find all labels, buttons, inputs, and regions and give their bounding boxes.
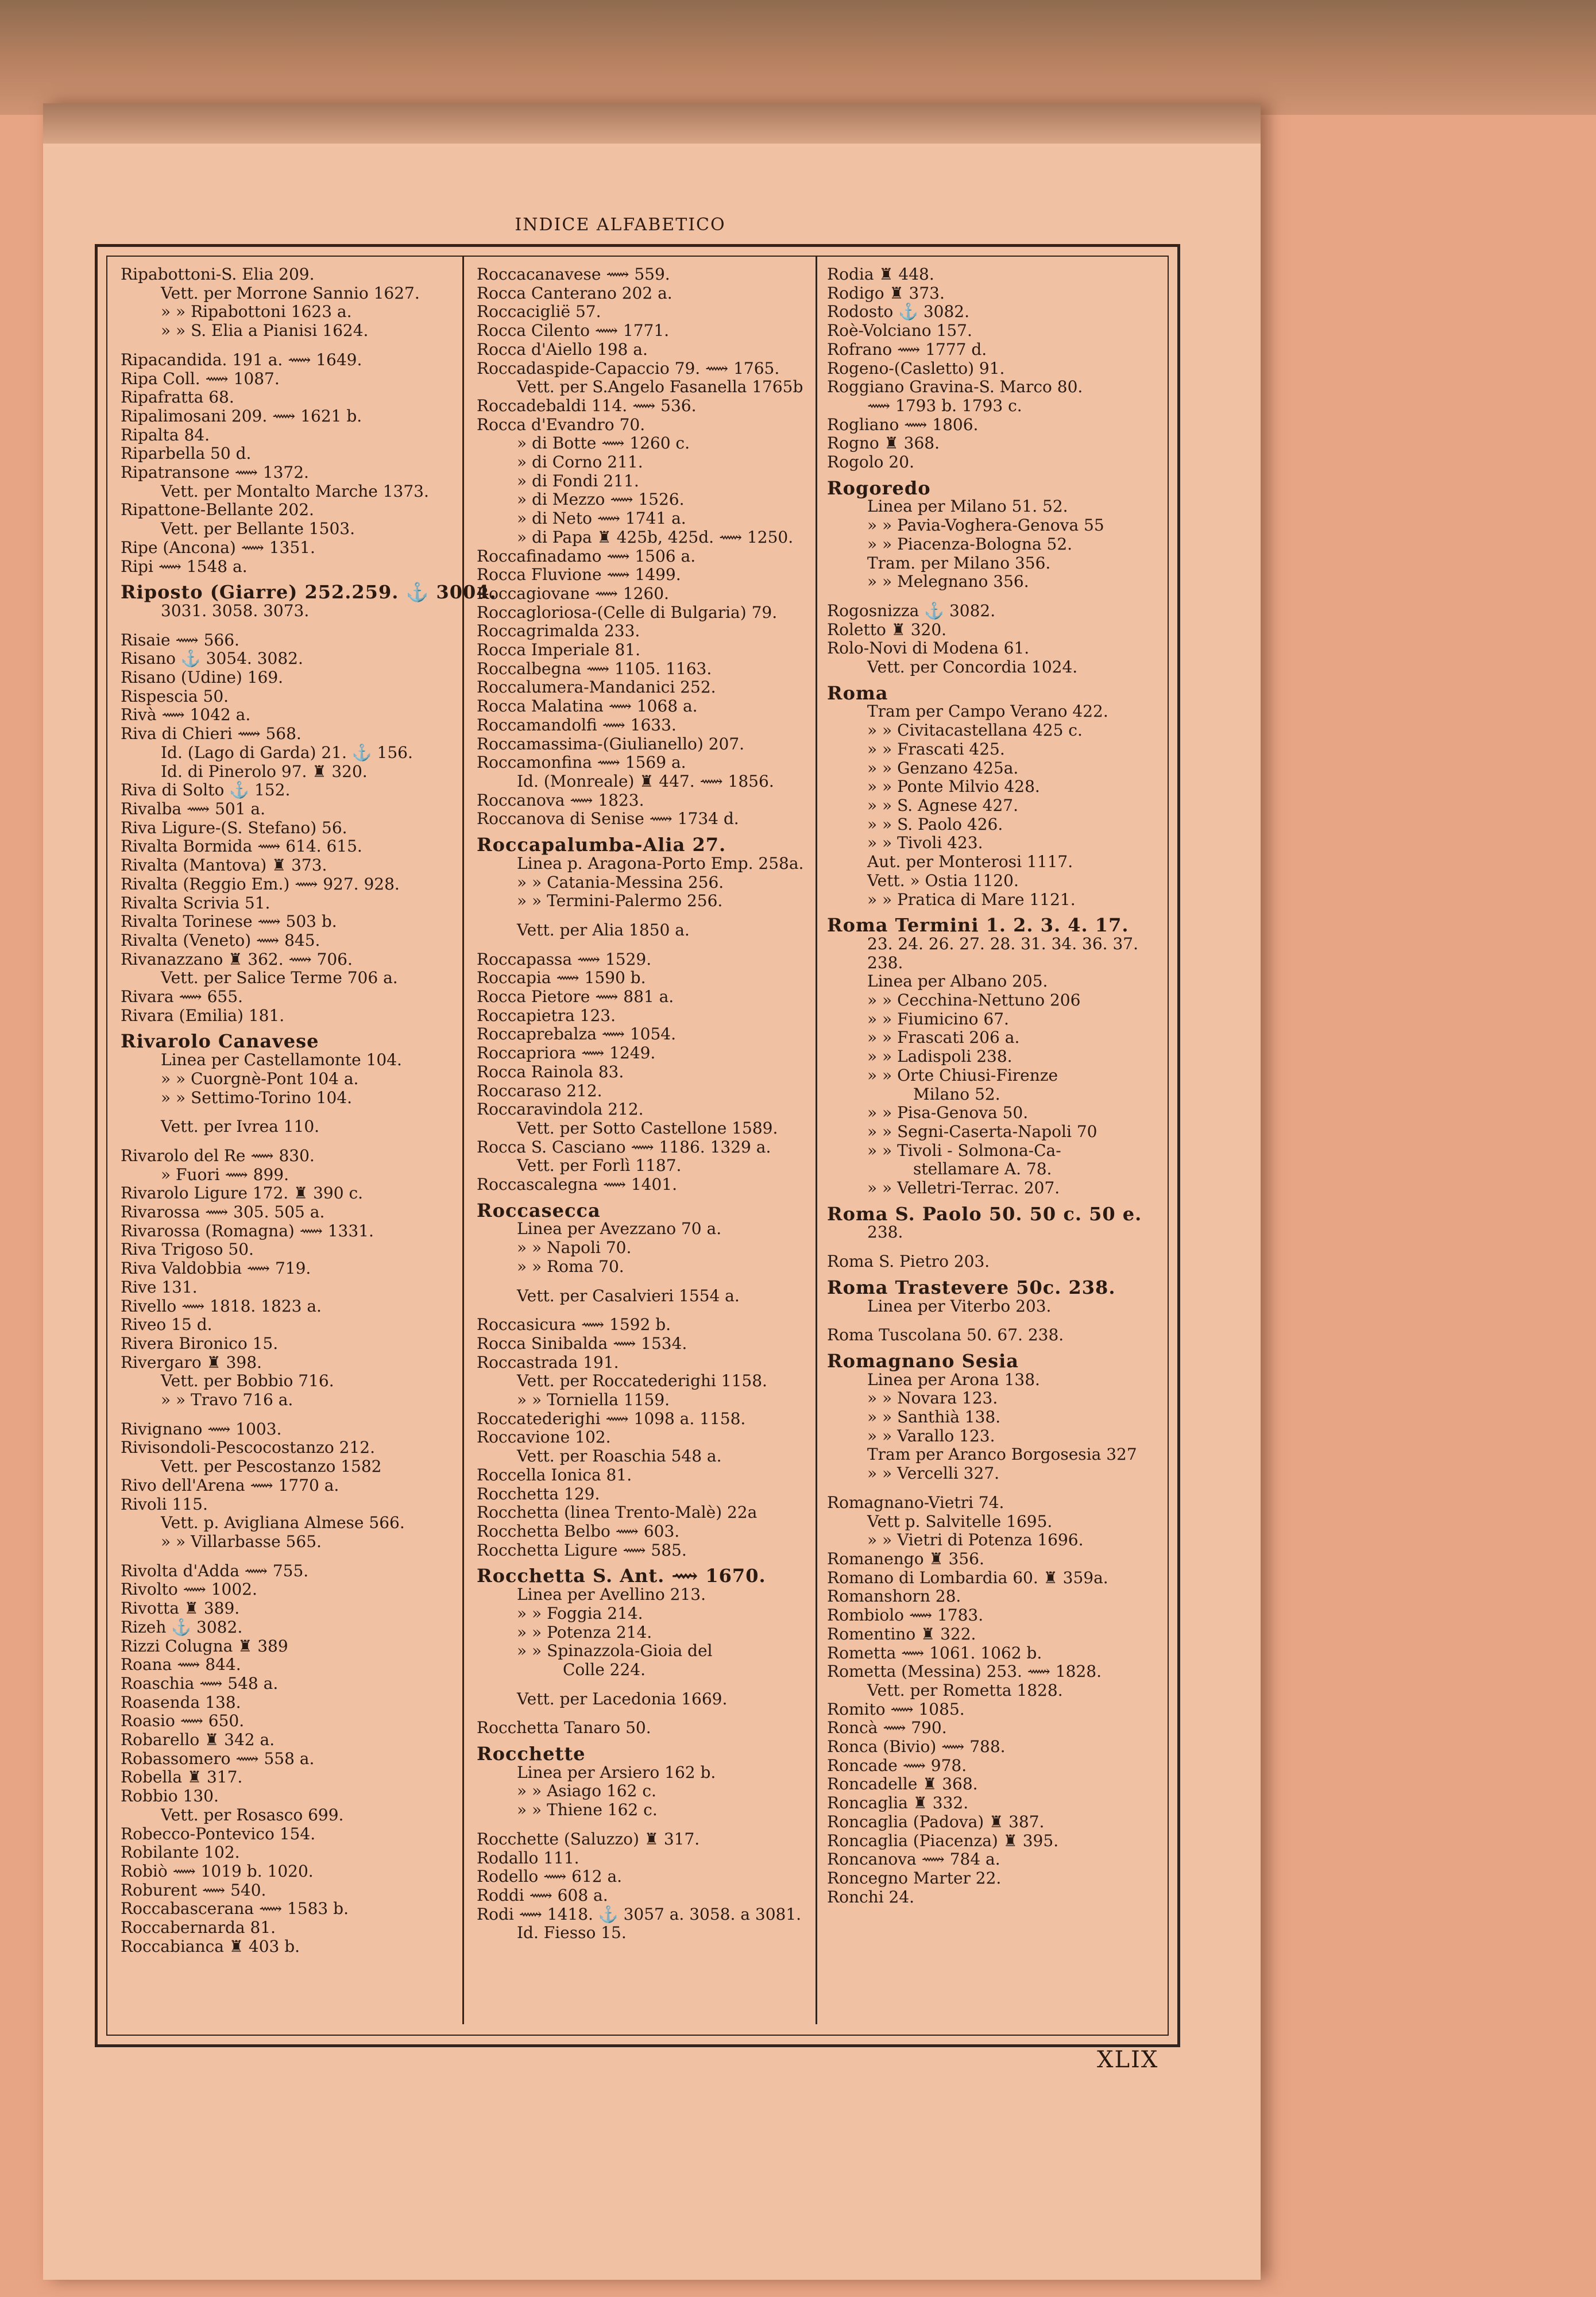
index-entry: Vett. per Morrone Sannio 1627. <box>161 283 420 303</box>
index-entry: Riva Ligure-(S. Stefano) 56. <box>121 818 347 837</box>
index-entry: Colle 224. <box>563 1660 646 1679</box>
index-entry: Roccatederighi ⟿ 1098 a. 1158. <box>477 1409 746 1428</box>
index-entry: Rodigo ♜ 373. <box>827 283 945 303</box>
index-entry: Rivalba ⟿ 501 a. <box>121 799 265 818</box>
index-entry: Riva Valdobbia ⟿ 719. <box>121 1259 311 1278</box>
index-entry: Rocca Malatina ⟿ 1068 a. <box>477 697 698 716</box>
index-entry: Ripe (Ancona) ⟿ 1351. <box>121 537 315 557</box>
index-entry: Rispescia 50. <box>121 686 229 706</box>
index-entry: » » Cecchina-Nettuno 206 <box>867 991 1081 1010</box>
index-entry: Rocca Fluvione ⟿ 1499. <box>477 565 681 585</box>
index-heading: Riposto (Giarre) 252.259. ⚓ 3004. <box>121 581 497 604</box>
index-entry: Rocchette (Saluzzo) ♜ 317. <box>477 1829 700 1849</box>
index-entry: » » Torniella 1159. <box>517 1390 670 1410</box>
index-entry: Aut. per Monterosi 1117. <box>867 852 1073 872</box>
index-entry: Ripabottoni-S. Elia 209. <box>121 265 315 284</box>
index-entry: Riva Trigoso 50. <box>121 1240 254 1259</box>
index-entry: Roccaciglië 57. <box>477 302 601 322</box>
index-entry: » » Termini-Palermo 256. <box>517 891 723 911</box>
index-entry: Rocca d'Aiello 198 a. <box>477 339 648 359</box>
index-entry: » » Segni-Caserta-Napoli 70 <box>867 1122 1098 1141</box>
index-entry: Vett. per Bobbio 716. <box>161 1371 334 1391</box>
index-entry: Robiò ⟿ 1019 b. 1020. <box>121 1861 314 1881</box>
index-entry: Rocchetta Ligure ⟿ 585. <box>477 1540 687 1560</box>
index-entry: Roletto ♜ 320. <box>827 620 947 639</box>
index-heading: Rocchetta S. Ant. ⟿ 1670. <box>477 1565 766 1587</box>
index-entry: Roana ⟿ 844. <box>121 1655 241 1675</box>
index-entry: Riveo 15 d. <box>121 1315 212 1335</box>
index-entry: Roburent ⟿ 540. <box>121 1880 266 1900</box>
index-entry: Vett. per Sotto Castellone 1589. <box>517 1118 778 1138</box>
index-entry: Rive 131. <box>121 1277 198 1297</box>
index-entry: Rocca S. Casciano ⟿ 1186. 1329 a. <box>477 1137 771 1157</box>
index-entry: Vett. per Pescostanzo 1582 <box>161 1457 382 1476</box>
index-entry: Roncadelle ♜ 368. <box>827 1774 978 1794</box>
index-entry: Rocchetta Belbo ⟿ 603. <box>477 1522 680 1541</box>
index-entry: » » S. Paolo 426. <box>867 814 1003 834</box>
index-entry: Rofrano ⟿ 1777 d. <box>827 339 987 359</box>
index-entry: Linea per Castellamonte 104. <box>161 1050 402 1070</box>
index-heading: Romagnano Sesia <box>827 1349 1019 1372</box>
index-entry: Rometta (Messina) 253. ⟿ 1828. <box>827 1662 1102 1681</box>
index-entry: Robella ♜ 317. <box>121 1768 243 1787</box>
index-entry: Rivolto ⟿ 1002. <box>121 1580 257 1599</box>
index-heading: Roma Trastevere 50c. 238. <box>827 1276 1116 1298</box>
index-entry: Roaschia ⟿ 548 a. <box>121 1673 279 1693</box>
index-entry: Ronca (Bivio) ⟿ 788. <box>827 1737 1006 1757</box>
index-entry: Vett. per Montalto Marche 1373. <box>161 481 429 501</box>
index-entry: » » Settimo-Torino 104. <box>161 1088 352 1107</box>
index-entry: » » Pratica di Mare 1121. <box>867 890 1076 909</box>
index-entry: Romagnano-Vietri 74. <box>827 1492 1004 1512</box>
index-entry: Vett. per Bellante 1503. <box>161 519 355 539</box>
index-entry: Roccalumera-Mandanici 252. <box>477 678 716 697</box>
index-entry: Roggiano Gravina-S. Marco 80. <box>827 377 1083 397</box>
index-entry: Romentino ♜ 322. <box>827 1624 976 1644</box>
index-entry: Linea per Avezzano 70 a. <box>517 1219 722 1239</box>
index-entry: Ripalta 84. <box>121 425 210 444</box>
index-heading: Rocchette <box>477 1743 586 1765</box>
index-entry: » » Santhià 138. <box>867 1407 1001 1427</box>
index-entry: Vett. per Roaschia 548 a. <box>517 1447 722 1466</box>
index-entry: Linea per Arsiero 162 b. <box>517 1762 716 1782</box>
index-entry: Rolo-Novi di Modena 61. <box>827 639 1030 658</box>
index-entry: Rivalta (Mantova) ♜ 373. <box>121 856 327 875</box>
index-entry: » di Fondi 211. <box>517 471 639 490</box>
index-heading: Roma <box>827 682 888 704</box>
index-entry: Roccaprebalza ⟿ 1054. <box>477 1024 676 1044</box>
index-entry: Vett. per Lacedonia 1669. <box>517 1689 728 1708</box>
index-entry: » » Asiago 162 c. <box>517 1781 656 1801</box>
index-entry: Rivisondoli-Pescocostanzo 212. <box>121 1438 376 1457</box>
index-entry: Rivalta (Reggio Em.) ⟿ 927. 928. <box>121 874 400 894</box>
running-head: INDICE ALFABETICO <box>515 215 726 235</box>
index-entry: Rocca d'Evandro 70. <box>477 415 646 434</box>
index-entry: Roccaraso 212. <box>477 1081 602 1100</box>
index-entry: Rivalta Scrivia 51. <box>121 893 270 912</box>
index-entry: Rocca Sinibalda ⟿ 1534. <box>477 1333 687 1353</box>
index-entry: Rocca Pietore ⟿ 881 a. <box>477 987 674 1007</box>
index-entry: Robbio 130. <box>121 1786 219 1806</box>
index-entry: 238. <box>867 1223 903 1242</box>
index-entry: Roccafinadamo ⟿ 1506 a. <box>477 546 696 566</box>
index-entry: » » Fiumicino 67. <box>867 1009 1009 1028</box>
index-entry: Roncanova ⟿ 784 a. <box>827 1850 1000 1869</box>
index-entry: Rivo dell'Arena ⟿ 1770 a. <box>121 1475 339 1495</box>
index-entry: » » Tivoli - Solmona-Ca- <box>867 1140 1061 1160</box>
index-entry: Roncaglia ♜ 332. <box>827 1793 969 1813</box>
index-entry: Roccaravindola 212. <box>477 1100 644 1119</box>
index-column-2 <box>477 265 827 1943</box>
index-entry: stellamare A. 78. <box>913 1159 1052 1179</box>
index-entry: » » Orte Chiusi-Firenze <box>867 1065 1058 1085</box>
index-entry: Rivarossa ⟿ 305. 505 a. <box>121 1202 325 1222</box>
index-entry: » » Tivoli 423. <box>867 833 983 853</box>
index-entry: Linea per Milano 51. 52. <box>867 497 1068 516</box>
index-entry: Rogeno-(Casletto) 91. <box>827 358 1005 378</box>
index-entry: Ripi ⟿ 1548 a. <box>121 556 248 576</box>
index-entry: Rocca Rainola 83. <box>477 1062 624 1081</box>
index-entry: Id. (Lago di Garda) 21. ⚓ 156. <box>161 743 413 762</box>
index-entry: Roma S. Pietro 203. <box>827 1252 990 1271</box>
index-entry: » di Botte ⟿ 1260 c. <box>517 434 690 453</box>
index-entry: Ripafratta 68. <box>121 388 234 407</box>
index-entry: Roccapassa ⟿ 1529. <box>477 949 652 969</box>
index-entry: Rivarolo del Re ⟿ 830. <box>121 1146 315 1165</box>
index-entry: Vett. per Rometta 1828. <box>867 1680 1063 1700</box>
index-entry: Rivà ⟿ 1042 a. <box>121 705 251 725</box>
index-entry: Roccalbegna ⟿ 1105. 1163. <box>477 659 712 678</box>
index-entry: Risano (Udine) 169. <box>121 668 284 687</box>
index-entry: » » Roma 70. <box>517 1256 624 1276</box>
index-entry: » » Vietri di Potenza 1696. <box>867 1530 1084 1550</box>
index-entry: Riparbella 50 d. <box>121 444 252 463</box>
index-entry: Ripa Coll. ⟿ 1087. <box>121 369 280 388</box>
index-entry: Roccamandolfi ⟿ 1633. <box>477 715 677 734</box>
index-entry: » » Civitacastellana 425 c. <box>867 721 1083 740</box>
index-entry: Roasenda 138. <box>121 1692 241 1712</box>
index-entry: Roccascalegna ⟿ 1401. <box>477 1175 678 1194</box>
index-entry: Roccabascerana ⟿ 1583 b. <box>121 1899 349 1919</box>
index-entry: Roncà ⟿ 790. <box>827 1718 947 1738</box>
index-entry: Ripatransone ⟿ 1372. <box>121 463 309 482</box>
index-entry: » » Cuorgnè-Pont 104 a. <box>161 1069 359 1088</box>
index-entry: » » Thiene 162 c. <box>517 1800 658 1820</box>
index-entry: Tram. per Milano 356. <box>867 553 1051 573</box>
index-entry: Roccagiovane ⟿ 1260. <box>477 583 669 603</box>
index-entry: Id. di Pinerolo 97. ♜ 320. <box>161 761 368 781</box>
index-entry: Vett. per Roccatederighi 1158. <box>517 1371 767 1391</box>
index-heading: Roma Termini 1. 2. 3. 4. 17. <box>827 914 1129 937</box>
index-entry: » » Varallo 123. <box>867 1426 995 1445</box>
index-entry: Robilante 102. <box>121 1843 240 1862</box>
index-entry: » » Pisa-Genova 50. <box>867 1103 1029 1123</box>
index-entry: Robecco-Pontevico 154. <box>121 1824 316 1843</box>
index-column-1 <box>121 265 497 1956</box>
index-entry: Ripacandida. 191 a. ⟿ 1649. <box>121 350 362 369</box>
index-entry: Riva di Solto ⚓ 152. <box>121 780 291 800</box>
index-entry: Risaie ⟿ 566. <box>121 630 239 649</box>
index-entry: Vett. per Forlì 1187. <box>517 1156 682 1175</box>
index-entry: Risano ⚓ 3054. 3082. <box>121 649 303 668</box>
index-entry: Rivarossa (Romagna) ⟿ 1331. <box>121 1221 374 1240</box>
index-entry: Romanengo ♜ 356. <box>827 1549 984 1568</box>
index-entry: Roncaglia (Padova) ♜ 387. <box>827 1812 1045 1831</box>
index-entry: Rocchetta Tanaro 50. <box>477 1718 651 1738</box>
index-heading: Rivarolo Canavese <box>121 1030 319 1053</box>
index-entry: » » S. Agnese 427. <box>867 795 1018 815</box>
index-entry: » » Ladispoli 238. <box>867 1047 1013 1066</box>
index-entry: Rivotta ♜ 389. <box>121 1599 240 1618</box>
index-entry: Rocca Cilento ⟿ 1771. <box>477 321 670 341</box>
index-entry: Roccapriora ⟿ 1249. <box>477 1043 656 1063</box>
index-entry: Rivoli 115. <box>121 1494 208 1514</box>
index-entry: » » Novara 123. <box>867 1389 998 1408</box>
index-heading: Roccapalumba-Alia 27. <box>477 834 726 856</box>
index-entry: Rivanazzano ♜ 362. ⟿ 706. <box>121 949 353 969</box>
index-entry: » Fuori ⟿ 899. <box>161 1165 289 1184</box>
index-entry: Rivara ⟿ 655. <box>121 987 243 1007</box>
index-entry: Rocchetta (linea Trento-Malè) 22a <box>477 1503 758 1522</box>
index-entry: Roccabianca ♜ 403 b. <box>121 1936 300 1956</box>
index-entry: Linea per Albano 205. <box>867 972 1048 991</box>
index-entry: Roccapietra 123. <box>477 1006 616 1025</box>
index-entry: Roccacanavese ⟿ 559. <box>477 265 670 284</box>
index-entry: » » Travo 716 a. <box>161 1390 293 1410</box>
index-entry: Roccadebaldi 114. ⟿ 536. <box>477 396 697 415</box>
index-entry: Linea p. Aragona-Porto Emp. 258a. <box>517 853 804 873</box>
index-entry: Rivalta (Veneto) ⟿ 845. <box>121 930 320 950</box>
index-entry: Vett. » Ostia 1120. <box>867 871 1019 890</box>
index-entry: Rivera Bironico 15. <box>121 1333 279 1353</box>
index-entry: Id. Fiesso 15. <box>517 1923 627 1943</box>
index-entry: ⟿ 1793 b. 1793 c. <box>867 396 1022 415</box>
index-entry: Ripattone-Bellante 202. <box>121 500 314 520</box>
index-entry: » » Genzano 425a. <box>867 758 1019 778</box>
index-entry: » » Spinazzola-Gioia del <box>517 1641 713 1661</box>
index-entry: » » Ripabottoni 1623 a. <box>161 302 352 322</box>
index-entry: Rocchetta 129. <box>477 1484 600 1503</box>
index-entry: Roccanova ⟿ 1823. <box>477 790 644 810</box>
index-entry: Roccagrimalda 233. <box>477 621 640 641</box>
index-entry: Roncaglia (Piacenza) ♜ 395. <box>827 1831 1059 1850</box>
index-entry: Milano 52. <box>913 1084 1000 1104</box>
index-entry: 238. <box>867 953 903 972</box>
index-entry: Rizeh ⚓ 3082. <box>121 1617 243 1637</box>
index-entry: » di Corno 211. <box>517 453 643 472</box>
index-entry: Roasio ⟿ 650. <box>121 1711 245 1731</box>
index-entry: Linea per Viterbo 203. <box>867 1296 1052 1316</box>
index-entry: Roncegno Marter 22. <box>827 1868 1002 1888</box>
index-entry: » » Melegnano 356. <box>867 572 1029 591</box>
index-entry: Linea per Arona 138. <box>867 1370 1040 1389</box>
index-entry: Tram per Campo Verano 422. <box>867 702 1108 721</box>
index-entry: Robarello ♜ 342 a. <box>121 1730 275 1750</box>
index-column-3 <box>827 265 1177 1907</box>
index-entry: Romito ⟿ 1085. <box>827 1699 965 1719</box>
index-entry: » » Piacenza-Bologna 52. <box>867 534 1073 554</box>
index-entry: Rocca Imperiale 81. <box>477 640 640 660</box>
index-entry: Rodi ⟿ 1418. ⚓ 3057 a. 3058. a 3081. <box>477 1904 802 1924</box>
index-entry: » » Vercelli 327. <box>867 1464 1000 1483</box>
index-entry: Vett. per Casalvieri 1554 a. <box>517 1286 740 1305</box>
index-entry: Rodia ♜ 448. <box>827 265 934 284</box>
index-entry: Rivergaro ♜ 398. <box>121 1352 262 1372</box>
index-entry: » » Frascati 425. <box>867 739 1005 759</box>
index-entry: Vett. p. Avigliana Almese 566. <box>161 1513 405 1533</box>
index-entry: Roccastrada 191. <box>477 1352 619 1372</box>
index-entry: Rogolo 20. <box>827 453 914 472</box>
index-entry: Rodallo 111. <box>477 1848 579 1867</box>
index-entry: Rivarolo Ligure 172. ♜ 390 c. <box>121 1184 364 1203</box>
index-entry: Roncade ⟿ 978. <box>827 1755 967 1775</box>
index-entry: Robassomero ⟿ 558 a. <box>121 1749 315 1768</box>
index-entry: Roccabernarda 81. <box>121 1918 276 1938</box>
index-entry: Roccanova di Senise ⟿ 1734 d. <box>477 809 739 829</box>
index-entry: Roccavione 102. <box>477 1428 611 1447</box>
index-entry: Riva di Chieri ⟿ 568. <box>121 724 302 744</box>
index-heading: Roma S. Paolo 50. 50 c. 50 e. <box>827 1202 1142 1225</box>
index-entry: Rodosto ⚓ 3082. <box>827 302 970 322</box>
index-entry: » di Mezzo ⟿ 1526. <box>517 490 685 509</box>
index-entry: » » Pavia-Voghera-Genova 55 <box>867 516 1104 535</box>
index-entry: » » S. Elia a Pianisi 1624. <box>161 321 369 341</box>
index-entry: Rocca Canterano 202 a. <box>477 283 673 303</box>
index-entry: 23. 24. 26. 27. 28. 31. 34. 36. 37. <box>867 934 1138 953</box>
index-entry: Romanshorn 28. <box>827 1587 961 1606</box>
index-entry: Rogno ♜ 368. <box>827 434 940 453</box>
index-entry: Vett. per Alia 1850 a. <box>517 920 690 939</box>
index-entry: » » Catania-Messina 256. <box>517 872 724 892</box>
index-entry: » » Frascati 206 a. <box>867 1028 1020 1047</box>
index-entry: Rivalta Torinese ⟿ 503 b. <box>121 912 337 931</box>
index-entry: Rivolta d'Adda ⟿ 755. <box>121 1561 309 1580</box>
index-entry: Rometta ⟿ 1061. 1062 b. <box>827 1643 1042 1662</box>
index-entry: Vett. per Rosasco 699. <box>161 1805 344 1824</box>
index-entry: 3031. 3058. 3073. <box>161 601 310 620</box>
index-entry: Rivalta Bormida ⟿ 614. 615. <box>121 837 362 856</box>
index-entry: Rodello ⟿ 612 a. <box>477 1867 623 1886</box>
index-entry: » » Velletri-Terrac. 207. <box>867 1178 1060 1198</box>
index-entry: Tram per Aranco Borgosesia 327 <box>867 1445 1137 1464</box>
index-entry: » » Foggia 214. <box>517 1603 643 1623</box>
index-entry: Roccagloriosa-(Celle di Bulgaria) 79. <box>477 602 778 622</box>
index-entry: Roccamassima-(Giulianello) 207. <box>477 734 745 753</box>
index-entry: Roddi ⟿ 608 a. <box>477 1885 608 1905</box>
index-entry: Rivignano ⟿ 1003. <box>121 1419 282 1438</box>
index-entry: Ripalimosani 209. ⟿ 1621 b. <box>121 406 362 426</box>
index-entry: Rogliano ⟿ 1806. <box>827 415 979 434</box>
book-edge <box>0 0 1596 115</box>
index-entry: » di Neto ⟿ 1741 a. <box>517 509 686 528</box>
page-top-shadow <box>43 103 1261 144</box>
index-entry: Id. (Monreale) ♜ 447. ⟿ 1856. <box>517 771 774 791</box>
index-entry: Roma Tuscolana 50. 67. 238. <box>827 1325 1064 1345</box>
index-entry: Roccapia ⟿ 1590 b. <box>477 968 646 988</box>
index-entry: Romano di Lombardia 60. ♜ 359a. <box>827 1568 1108 1587</box>
index-heading: Roccasecca <box>477 1199 601 1221</box>
index-entry: » » Napoli 70. <box>517 1238 632 1258</box>
index-entry: Linea per Avellino 213. <box>517 1585 706 1604</box>
page-number: XLIX <box>1097 2047 1159 2073</box>
index-heading: Rogoredo <box>827 477 931 499</box>
index-entry: Ronchi 24. <box>827 1887 915 1907</box>
index-entry: Roccasicura ⟿ 1592 b. <box>477 1315 671 1335</box>
index-entry: Rivara (Emilia) 181. <box>121 1006 285 1025</box>
index-entry: Vett. per Salice Terme 706 a. <box>161 968 398 988</box>
index-entry: Vett. per Concordia 1024. <box>867 658 1078 677</box>
index-entry: Rivello ⟿ 1818. 1823 a. <box>121 1296 322 1316</box>
index-entry: Roè-Volciano 157. <box>827 321 972 341</box>
index-entry: Roccamonfina ⟿ 1569 a. <box>477 753 686 772</box>
index-entry: » » Ponte Milvio 428. <box>867 777 1040 796</box>
index-entry: » di Papa ♜ 425b, 425d. ⟿ 1250. <box>517 527 794 547</box>
index-entry: Roccadaspide-Capaccio 79. ⟿ 1765. <box>477 358 780 378</box>
index-entry: Vett. per S.Angelo Fasanella 1765b <box>517 377 803 397</box>
index-entry: Rombiolo ⟿ 1783. <box>827 1606 984 1625</box>
index-entry: Rizzi Colugna ♜ 389 <box>121 1636 288 1656</box>
index-entry: » » Villarbasse 565. <box>161 1532 322 1551</box>
index-entry: Rogosnizza ⚓ 3082. <box>827 601 996 620</box>
index-entry: » » Potenza 214. <box>517 1622 652 1642</box>
index-entry: Vett p. Salvitelle 1695. <box>867 1511 1053 1531</box>
index-entry: Vett. per Ivrea 110. <box>161 1117 320 1136</box>
index-entry: Roccella Ionica 81. <box>477 1465 632 1484</box>
